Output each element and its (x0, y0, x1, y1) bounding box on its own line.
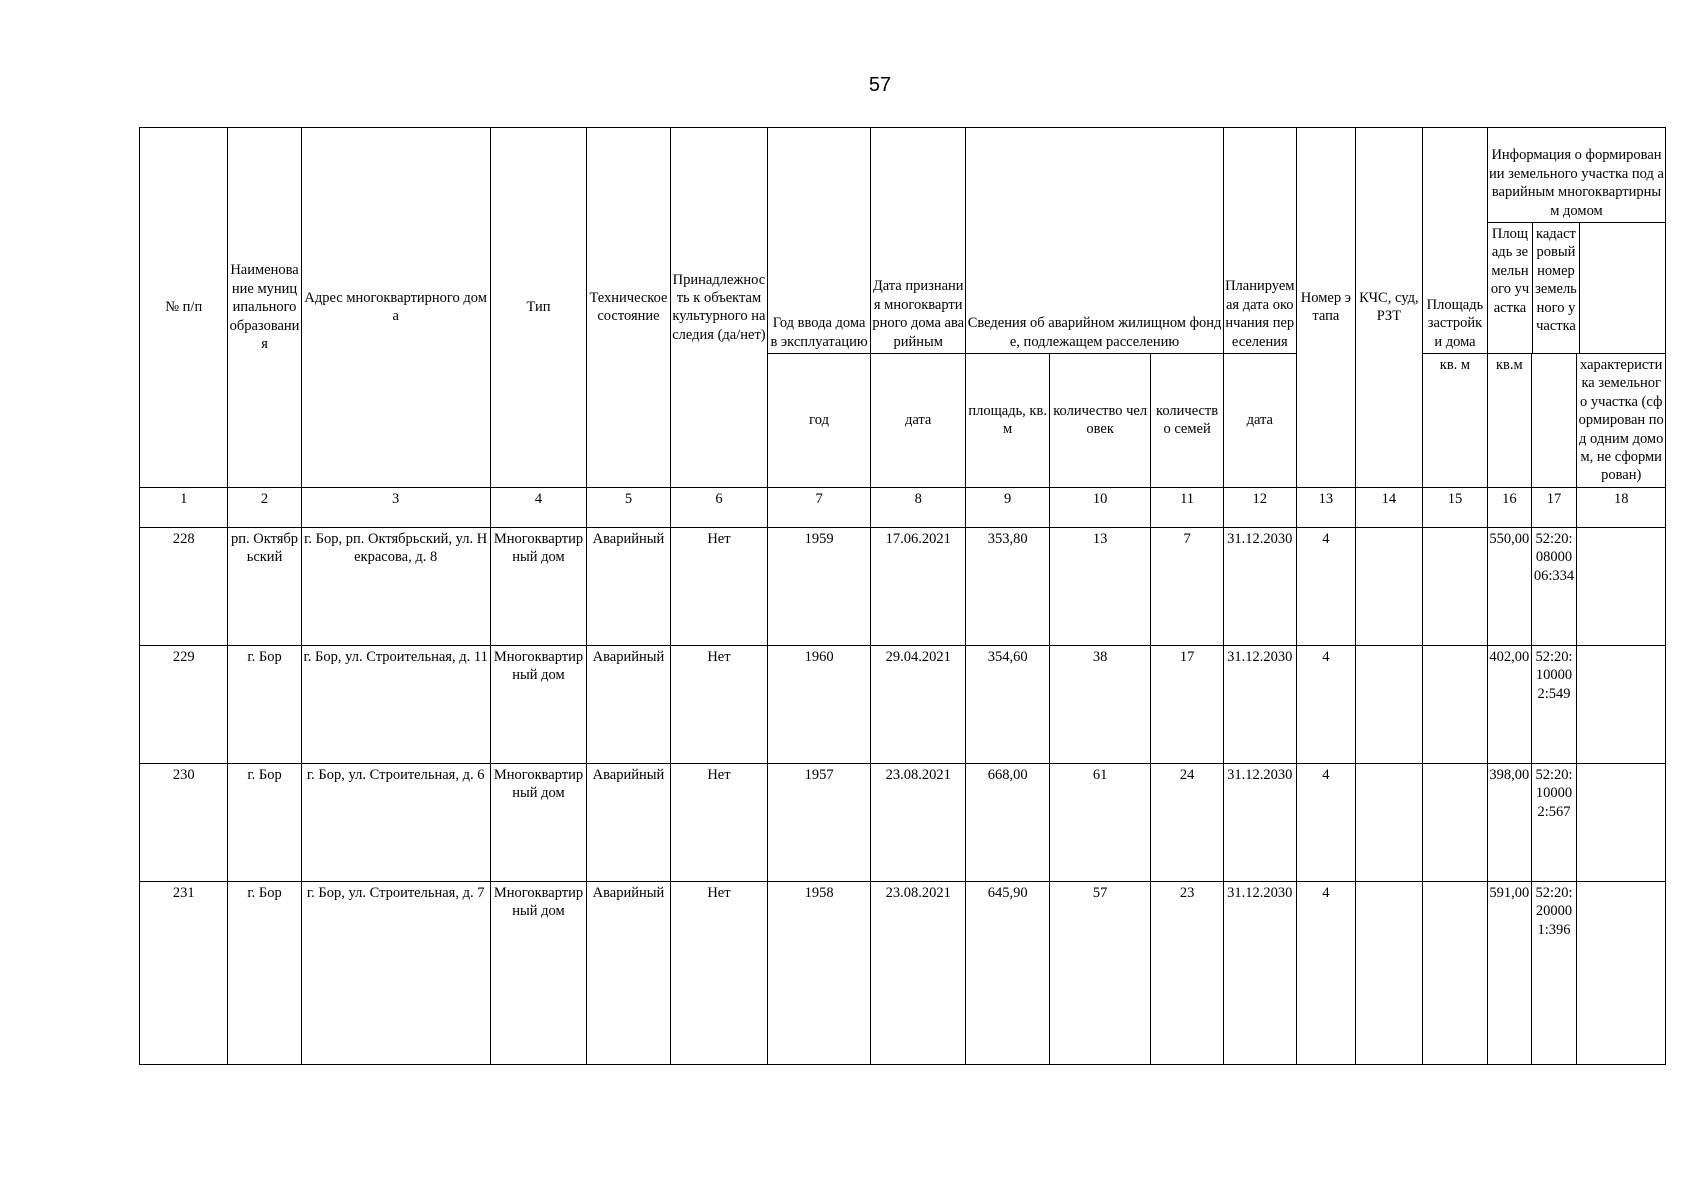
row-year: 1958 (768, 881, 871, 1064)
table-row (140, 763, 1666, 881)
row-address: г. Бор, ул. Строительная, д. 7 (301, 881, 490, 1064)
row-year: 1959 (768, 527, 871, 645)
header-kchs: КЧС, суд, РЗТ (1355, 128, 1422, 488)
column-number: 18 (1577, 487, 1666, 527)
row-kchs (1355, 645, 1422, 763)
column-number: 13 (1296, 487, 1355, 527)
row-character (1577, 527, 1666, 645)
column-number: 7 (768, 487, 871, 527)
header-land-info: Информация о формировании земельного участка под аварийным многоквартирным домом (1488, 128, 1665, 223)
row-address: г. Бор, рп. Октябрьский, ул. Некрасова, д. 8 (301, 527, 490, 645)
column-number: 10 (1049, 487, 1151, 527)
row-date: 17.06.2021 (870, 527, 966, 645)
column-number: 17 (1531, 487, 1577, 527)
row-stage: 4 (1296, 645, 1355, 763)
header-municipality: Наименование муниципального образования (228, 128, 301, 488)
row-heritage: Нет (670, 645, 768, 763)
column-number: 6 (670, 487, 768, 527)
row-date: 23.08.2021 (870, 881, 966, 1064)
row-building-area (1422, 527, 1487, 645)
row-plan-date: 31.12.2030 (1223, 645, 1296, 763)
column-number: 16 (1487, 487, 1531, 527)
row-cadastral: 52:20:200001:396 (1531, 881, 1577, 1064)
row-building-area (1422, 645, 1487, 763)
header-land-area: Площадь земельного участка (1488, 223, 1533, 353)
row-people: 57 (1049, 881, 1151, 1064)
row-area: 354,60 (966, 645, 1049, 763)
column-number: 9 (966, 487, 1049, 527)
row-heritage: Нет (670, 763, 768, 881)
row-people: 13 (1049, 527, 1151, 645)
header-sub-area: площадь, кв.м (966, 354, 1049, 488)
row-building-area (1422, 763, 1487, 881)
page-number: 57 (868, 74, 892, 96)
header-date-emergency: Дата признания многоквартирного дома аварийным (870, 128, 966, 354)
row-cadastral: 52:20:100002:549 (1531, 645, 1577, 763)
header-land-character-top (1580, 223, 1665, 353)
table-row (140, 527, 1666, 645)
row-families: 24 (1151, 763, 1223, 881)
header-planned-date: Планируемая дата окончания переселения (1223, 128, 1296, 354)
header-cadastral: кадастровый номер земельного участка (1533, 223, 1580, 353)
header-building-area: Площадь застройки дома (1422, 128, 1487, 354)
row-type: Многоквартирный дом (490, 881, 587, 1064)
column-number: 3 (301, 487, 490, 527)
column-number: 11 (1151, 487, 1223, 527)
row-land-area: 398,00 (1487, 763, 1531, 881)
row-type: Многоквартирный дом (490, 645, 587, 763)
row-municipality: рп. Октябрьский (228, 527, 301, 645)
row-cadastral: 52:20:0800006:334 (1531, 527, 1577, 645)
header-address: Адрес многоквартирного дома (301, 128, 490, 488)
row-area: 668,00 (966, 763, 1049, 881)
header-type: Тип (490, 128, 587, 488)
header-year-commission: Год ввода дома в эксплуатацию (768, 128, 871, 354)
header-heritage: Принадлежность к объектам культурного наследия (да/нет) (670, 128, 768, 488)
row-character (1577, 763, 1666, 881)
column-number: 15 (1422, 487, 1487, 527)
row-year: 1957 (768, 763, 871, 881)
column-number: 8 (870, 487, 966, 527)
row-kchs (1355, 527, 1422, 645)
column-number: 14 (1355, 487, 1422, 527)
row-state: Аварийный (587, 881, 670, 1064)
row-municipality: г. Бор (228, 763, 301, 881)
row-state: Аварийный (587, 645, 670, 763)
table-row (140, 881, 1666, 1064)
header-land-group (1487, 128, 1665, 354)
header-land-subcols (1488, 223, 1665, 353)
header-tech-state: Техническое состояние (587, 128, 670, 488)
row-area: 353,80 (966, 527, 1049, 645)
row-heritage: Нет (670, 527, 768, 645)
column-number-row (140, 487, 1666, 527)
row-kchs (1355, 763, 1422, 881)
row-num: 229 (140, 645, 228, 763)
header-num: № п/п (140, 128, 228, 488)
row-municipality: г. Бор (228, 881, 301, 1064)
row-kchs (1355, 881, 1422, 1064)
column-number: 12 (1223, 487, 1296, 527)
header-unit-land-area: кв.м (1487, 354, 1531, 488)
header-row-1 (140, 128, 1666, 354)
emergency-housing-table (139, 127, 1666, 1065)
row-heritage: Нет (670, 881, 768, 1064)
header-sub-year: год (768, 354, 871, 488)
row-families: 23 (1151, 881, 1223, 1064)
row-land-area: 402,00 (1487, 645, 1531, 763)
row-plan-date: 31.12.2030 (1223, 881, 1296, 1064)
row-type: Многоквартирный дом (490, 527, 587, 645)
row-type: Многоквартирный дом (490, 763, 587, 881)
row-stage: 4 (1296, 881, 1355, 1064)
row-address: г. Бор, ул. Строительная, д. 11 (301, 645, 490, 763)
row-character (1577, 881, 1666, 1064)
header-stage-num: Номер этапа (1296, 128, 1355, 488)
row-num: 228 (140, 527, 228, 645)
row-people: 61 (1049, 763, 1151, 881)
row-address: г. Бор, ул. Строительная, д. 6 (301, 763, 490, 881)
row-land-area: 591,00 (1487, 881, 1531, 1064)
row-people: 38 (1049, 645, 1151, 763)
row-plan-date: 31.12.2030 (1223, 527, 1296, 645)
row-num: 230 (140, 763, 228, 881)
row-date: 23.08.2021 (870, 763, 966, 881)
column-number: 1 (140, 487, 228, 527)
row-state: Аварийный (587, 527, 670, 645)
header-sub-date: дата (870, 354, 966, 488)
row-building-area (1422, 881, 1487, 1064)
header-sub-people: количество человек (1049, 354, 1151, 488)
row-num: 231 (140, 881, 228, 1064)
row-year: 1960 (768, 645, 871, 763)
row-stage: 4 (1296, 527, 1355, 645)
row-cadastral: 52:20:100002:567 (1531, 763, 1577, 881)
header-sub-families: количество семей (1151, 354, 1223, 488)
row-date: 29.04.2021 (870, 645, 966, 763)
header-land-character: характеристика земельного участка (сформирован под одним домом, не сформирован) (1577, 354, 1666, 488)
table-row (140, 645, 1666, 763)
row-land-area: 550,00 (1487, 527, 1531, 645)
header-sub-plan-date: дата (1223, 354, 1296, 488)
row-plan-date: 31.12.2030 (1223, 763, 1296, 881)
row-municipality: г. Бор (228, 645, 301, 763)
column-number: 4 (490, 487, 587, 527)
column-number: 5 (587, 487, 670, 527)
header-cadastral-cont (1531, 354, 1577, 488)
column-number: 2 (228, 487, 301, 527)
header-unit-building-area: кв. м (1422, 354, 1487, 488)
header-emergency-info: Сведения об аварийном жилищном фонде, подлежащем расселению (966, 128, 1223, 354)
row-families: 17 (1151, 645, 1223, 763)
row-area: 645,90 (966, 881, 1049, 1064)
row-state: Аварийный (587, 763, 670, 881)
row-character (1577, 645, 1666, 763)
row-families: 7 (1151, 527, 1223, 645)
row-stage: 4 (1296, 763, 1355, 881)
